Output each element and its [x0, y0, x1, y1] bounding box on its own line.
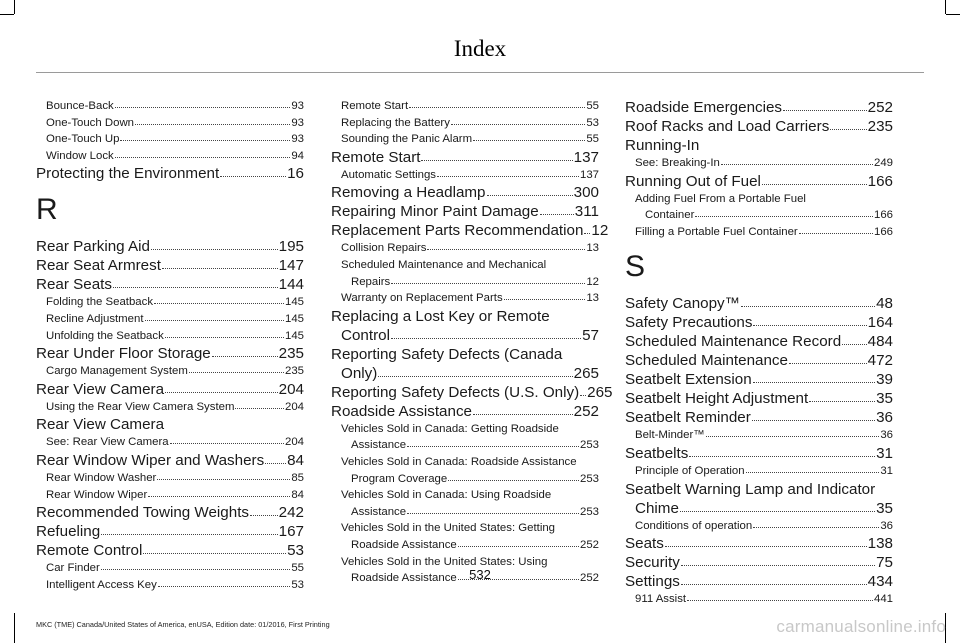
index-entry-text: Chime: [635, 499, 679, 517]
index-page-ref: 253: [579, 439, 599, 452]
index-entry-text: Recommended Towing Weights: [36, 504, 250, 522]
index-entry-text: Assistance: [351, 505, 407, 518]
index-entry[interactable]: [625, 98, 893, 117]
index-page-ref: 472: [867, 352, 893, 370]
index-page-ref: 53: [287, 542, 304, 560]
index-page-ref: 13: [586, 292, 599, 305]
index-entry-text: Safety Canopy™: [625, 295, 740, 313]
index-entry-text: Rear Under Floor Storage: [36, 345, 211, 363]
index-page-ref: 300: [573, 184, 599, 202]
index-subentry-text-line1: Scheduled Maintenance and Mechanical: [341, 258, 547, 271]
page-title: Index: [453, 36, 507, 61]
index-page-ref: 93: [291, 116, 304, 129]
index-entry[interactable]: [331, 345, 599, 383]
dot-leader: [101, 530, 277, 535]
index-entry-text: Seatbelt Reminder: [625, 409, 751, 427]
index-subentry-text-line1: Adding Fuel From a Portable Fuel: [635, 192, 806, 205]
index-entry-text: Roof Racks and Load Carriers: [625, 118, 830, 135]
dot-leader: [762, 180, 867, 185]
index-page-ref: 242: [278, 504, 304, 522]
index-subentry-text-line1: Vehicles Sold in Canada: Roadside Assistance: [341, 455, 577, 468]
index-entry-text: Conditions of operation: [635, 519, 753, 532]
index-page-ref: 145: [284, 296, 304, 309]
dot-leader: [584, 229, 590, 234]
dot-leader: [391, 334, 581, 339]
index-subentry[interactable]: [625, 518, 893, 535]
index-subentry-text-line1: Vehicles Sold in the United States: Getting: [341, 522, 556, 535]
index-entry-text: Remote Control: [36, 542, 143, 560]
index-subentry-text-line1: Vehicles Sold in Canada: Getting Roadside: [341, 422, 559, 435]
dot-leader: [721, 160, 873, 165]
index-page-ref: 235: [278, 345, 304, 363]
index-entry-text: 911 Assist: [635, 593, 687, 606]
index-entry-text: Belt-Minder™: [635, 429, 705, 442]
index-entry-text: Unfolding the Seatback: [46, 329, 164, 342]
dot-leader: [473, 136, 585, 141]
index-page-ref: 204: [284, 400, 304, 413]
index-entry[interactable]: [36, 275, 304, 294]
index-entry-text: See: Breaking-In: [635, 157, 720, 169]
index-subentry[interactable]: [36, 328, 304, 345]
index-page-ref: 145: [284, 329, 304, 342]
dot-leader: [113, 283, 278, 288]
index-entry[interactable]: [625, 332, 893, 351]
index-subentry[interactable]: [36, 363, 304, 380]
index-entry-text: Seatbelt Extension: [625, 371, 752, 389]
dot-leader: [235, 404, 284, 409]
index-entry-text: Rear Parking Aid: [36, 238, 150, 256]
dot-leader: [540, 210, 574, 215]
index-page-ref: 84: [291, 488, 304, 501]
dot-leader: [421, 156, 572, 161]
index-page-ref: 13: [586, 242, 599, 255]
dot-leader: [473, 410, 573, 415]
index-entry[interactable]: [331, 202, 599, 221]
index-entry-text: Seatbelt Height Adjustment: [625, 390, 809, 408]
dot-leader: [391, 279, 585, 284]
index-entry-continuation[interactable]: [625, 499, 893, 518]
dot-leader: [265, 459, 286, 464]
index-subentry-continuation[interactable]: [341, 437, 599, 454]
index-entry[interactable]: [625, 534, 893, 553]
dot-leader: [120, 136, 290, 141]
index-entry-text: Replacement Parts Recommendation: [331, 222, 584, 240]
dot-leader: [378, 372, 572, 377]
dot-leader: [753, 378, 875, 383]
dot-leader: [157, 475, 290, 480]
dot-leader: [753, 523, 879, 528]
index-subentry[interactable]: [625, 224, 893, 241]
index-entry[interactable]: [36, 380, 304, 399]
index-page-ref: 84: [287, 451, 304, 469]
index-entry-text: Only): [341, 364, 378, 382]
dot-leader: [580, 391, 586, 396]
dot-leader: [665, 542, 867, 547]
index-entry-text: Assistance: [351, 439, 407, 452]
index-page-ref: 441: [873, 593, 893, 606]
dot-leader: [789, 359, 867, 364]
index-page-ref: 166: [873, 225, 893, 238]
index-page-ref: 75: [876, 554, 893, 572]
index-entry[interactable]: [36, 237, 304, 256]
index-entry[interactable]: [331, 383, 613, 402]
index-entry[interactable]: [36, 451, 304, 470]
index-entry-text: Security: [625, 554, 680, 572]
dot-leader: [695, 212, 873, 217]
page-number: 532: [469, 567, 491, 582]
crop-mark: [0, 14, 14, 15]
index-page-ref: 265: [587, 383, 613, 401]
index-entry-heading: Running-In: [625, 137, 700, 154]
index-entry[interactable]: [331, 183, 599, 202]
index-entry[interactable]: [625, 117, 893, 136]
index-subentry[interactable]: [36, 148, 304, 165]
index-entry-text: Folding the Seatback: [46, 296, 154, 309]
index-page-ref: 85: [291, 471, 304, 484]
index-subentry-continuation[interactable]: [341, 504, 599, 521]
footer-edition-text: MKC (TME) Canada/United States of America, enUSA, Edition date: 01/2016, First Printing: [36, 620, 330, 629]
index-entry[interactable]: [36, 256, 304, 275]
index-entry-text: Repairing Minor Paint Damage: [331, 203, 539, 221]
index-entry-text: Rear Window Washer: [46, 471, 157, 484]
dot-leader: [681, 561, 875, 566]
index-entry[interactable]: [625, 480, 893, 518]
dot-leader: [165, 388, 278, 393]
index-entry-text: Seats: [625, 535, 664, 553]
index-page-ref: 55: [291, 562, 304, 575]
dot-leader: [145, 316, 284, 321]
dot-leader: [706, 432, 880, 437]
dot-leader: [741, 302, 875, 307]
index-page-ref: 35: [876, 499, 893, 517]
index-entry-text: One-Touch Up: [46, 133, 120, 146]
index-page-ref: 166: [867, 172, 893, 190]
dot-leader: [753, 321, 866, 326]
index-page-ref: 31: [876, 444, 893, 462]
index-entry-text: See: Rear View Camera: [46, 436, 169, 449]
dot-leader: [212, 352, 278, 357]
index-subentry[interactable]: [625, 463, 893, 480]
index-entry-text: Program Coverage: [351, 472, 448, 485]
index-page-ref: 55: [586, 133, 599, 146]
index-page-ref: 31: [880, 464, 893, 477]
index-entry[interactable]: [36, 503, 304, 522]
index-entry-text: Intelligent Access Key: [46, 578, 157, 591]
dot-leader: [487, 191, 573, 196]
index-entry-text: Bounce-Back: [46, 100, 114, 112]
index-page-ref: 147: [278, 257, 304, 275]
index-entry[interactable]: [625, 370, 893, 389]
dot-leader: [148, 492, 290, 497]
index-entry-text: Recline Adjustment: [46, 312, 144, 325]
dot-leader: [746, 468, 880, 473]
index-entry-continuation[interactable]: [331, 326, 599, 345]
index-page-ref: 39: [876, 371, 893, 389]
index-entry-text: Filling a Portable Fuel Container: [635, 225, 798, 238]
section-letter: S: [625, 250, 646, 284]
index-entry-text-line1: Reporting Safety Defects (Canada: [331, 345, 563, 363]
index-column-3: [625, 98, 893, 608]
index-entry-text: Settings: [625, 573, 680, 591]
index-subentry[interactable]: [331, 115, 599, 132]
dot-leader: [427, 245, 585, 250]
index-subentry-continuation[interactable]: [341, 274, 599, 291]
section-letter: R: [36, 193, 58, 227]
index-entry-heading: Rear View Camera: [36, 416, 165, 434]
index-column-2: [331, 98, 613, 587]
index-entry-text: Reporting Safety Defects (U.S. Only): [331, 383, 580, 401]
index-page-ref: 195: [278, 238, 304, 256]
index-page-ref: 252: [579, 572, 599, 585]
dot-leader: [151, 245, 278, 250]
index-page-ref: 235: [867, 118, 893, 135]
index-subentry[interactable]: [36, 487, 304, 504]
crop-mark: [14, 613, 15, 643]
dot-leader: [115, 153, 291, 158]
index-page-ref: 137: [579, 168, 599, 181]
index-page-ref: 36: [880, 519, 893, 532]
index-entry[interactable]: [36, 522, 304, 541]
dot-leader: [687, 596, 873, 601]
index-entry[interactable]: [625, 294, 893, 313]
index-page-ref: 145: [284, 312, 304, 325]
index-entry[interactable]: [625, 313, 893, 332]
index-entry-text: Using the Rear View Camera System: [46, 400, 235, 413]
index-entry-text: Sounding the Panic Alarm: [341, 133, 473, 146]
index-entry[interactable]: [331, 307, 599, 345]
index-page-ref: 36: [876, 409, 893, 427]
index-entry[interactable]: [36, 344, 304, 363]
index-entry[interactable]: [625, 444, 893, 463]
index-entry-text: Rear Seat Armrest: [36, 257, 161, 275]
index-entry-text: Principle of Operation: [635, 464, 745, 477]
index-entry-text: Removing a Headlamp: [331, 184, 486, 202]
index-subentry[interactable]: [625, 591, 893, 608]
index-entry-text: One-Touch Down: [46, 116, 135, 129]
title-divider: [36, 72, 924, 73]
index-entry-text: Repairs: [351, 275, 391, 288]
index-subentry[interactable]: [625, 427, 893, 444]
index-entry-text: Control: [341, 326, 390, 344]
index-page-ref: 252: [867, 99, 893, 116]
index-page-ref: 137: [573, 148, 599, 166]
index-subentry[interactable]: [625, 155, 893, 172]
index-page-ref: 253: [579, 472, 599, 485]
index-page-ref: 311: [574, 203, 599, 221]
index-entry[interactable]: [625, 389, 893, 408]
index-subentry[interactable]: [331, 454, 599, 487]
index-entry-text: Roadside Emergencies: [625, 99, 783, 116]
index-entry-text: Safety Precautions: [625, 314, 753, 332]
index-entry[interactable]: [36, 164, 304, 183]
index-page-ref: 235: [284, 365, 304, 378]
index-entry-text: Window Lock: [46, 149, 114, 162]
dot-leader: [504, 295, 586, 300]
index-subentry[interactable]: [36, 131, 304, 148]
index-subentry-text-line1: Vehicles Sold in Canada: Using Roadside: [341, 489, 552, 502]
crop-mark: [945, 0, 946, 14]
index-entry-text: Remote Start: [341, 100, 409, 112]
index-page-ref: 249: [873, 157, 893, 169]
index-entry-text: Rear Window Wiper and Washers: [36, 451, 265, 469]
dot-leader: [799, 229, 873, 234]
index-page-ref: 204: [284, 436, 304, 449]
dot-leader: [830, 125, 866, 130]
index-subentry[interactable]: [331, 98, 599, 115]
index-entry-text: Rear Seats: [36, 276, 112, 294]
index-entry-text-line1: Seatbelt Warning Lamp and Indicator: [625, 480, 876, 498]
dot-leader: [809, 397, 875, 402]
index-subentry[interactable]: [36, 115, 304, 132]
index-page-ref: 93: [291, 133, 304, 146]
index-entry-text: Scheduled Maintenance Record: [625, 333, 842, 351]
index-subentry[interactable]: [331, 240, 599, 257]
dot-leader: [783, 106, 867, 111]
index-page-ref: 252: [579, 538, 599, 551]
index-page-ref: 164: [867, 314, 893, 332]
index-entry-text: Replacing the Battery: [341, 116, 450, 129]
index-subentry[interactable]: [36, 311, 304, 328]
dot-leader: [115, 103, 291, 108]
index-entry-text: Rear Window Wiper: [46, 488, 148, 501]
index-subentry[interactable]: [331, 520, 599, 553]
index-page-ref: 265: [573, 364, 599, 382]
index-entry-text: Collision Repairs: [341, 242, 427, 255]
index-page-ref: 252: [573, 402, 599, 420]
index-entry[interactable]: [625, 351, 893, 370]
dot-leader: [448, 476, 579, 481]
index-entry-text: Scheduled Maintenance: [625, 352, 788, 370]
index-entry-continuation[interactable]: [331, 364, 599, 383]
watermark: carmanualsonline.info: [776, 617, 946, 636]
index-entry-text: Remote Start: [331, 148, 421, 166]
index-page-ref: 166: [873, 209, 893, 222]
index-subentry[interactable]: [36, 98, 304, 115]
index-page-ref: 167: [278, 523, 304, 541]
index-subentry[interactable]: [36, 294, 304, 311]
index-page-ref: 93: [291, 100, 304, 112]
dot-leader: [170, 439, 284, 444]
index-subentry[interactable]: [36, 399, 304, 416]
index-column-1: [36, 98, 304, 593]
index-page-ref: 138: [867, 535, 893, 553]
index-subentry[interactable]: [331, 487, 599, 520]
index-subentry[interactable]: [36, 470, 304, 487]
index-entry-text: Protecting the Environment: [36, 165, 220, 183]
dot-leader: [135, 120, 290, 125]
index-entry-text: Car Finder: [46, 562, 100, 575]
dot-leader: [689, 452, 875, 457]
crop-mark: [14, 0, 15, 14]
index-subentry[interactable]: [625, 191, 893, 224]
index-entry-text: Rear View Camera: [36, 380, 165, 398]
dot-leader: [220, 172, 286, 177]
index-entry-text: Refueling: [36, 523, 101, 541]
index-page-ref: 434: [867, 573, 893, 591]
index-subentry[interactable]: [331, 131, 599, 148]
dot-leader: [250, 511, 278, 516]
index-subentry-text-line1: Vehicles Sold in the United States: Using: [341, 555, 548, 568]
index-entry-text: Running Out of Fuel: [625, 172, 761, 190]
index-entry-text: Roadside Assistance: [331, 402, 472, 420]
dot-leader: [165, 333, 284, 338]
dot-leader: [458, 542, 579, 547]
dot-leader: [143, 549, 286, 554]
index-entry-text: Automatic Settings: [341, 168, 436, 181]
index-entry[interactable]: [331, 221, 609, 240]
dot-leader: [437, 172, 579, 177]
index-entry[interactable]: [331, 402, 599, 421]
index-entry-text: Roadside Assistance: [351, 572, 457, 585]
index-page-ref: 48: [876, 295, 893, 313]
dot-leader: [162, 264, 278, 269]
index-subentry[interactable]: [36, 434, 304, 451]
index-page-ref: 36: [880, 429, 893, 442]
index-entry[interactable]: [625, 408, 893, 427]
index-subentry[interactable]: [331, 167, 599, 184]
index-subentry[interactable]: [331, 421, 599, 454]
dot-leader: [409, 103, 585, 108]
index-page-ref: 53: [586, 116, 599, 129]
dot-leader: [158, 582, 291, 587]
dot-leader: [407, 442, 579, 447]
index-page-ref: 55: [586, 100, 599, 112]
dot-leader: [451, 120, 585, 125]
dot-leader: [752, 416, 875, 421]
index-entry[interactable]: [36, 541, 304, 560]
dot-leader: [189, 368, 284, 373]
dot-leader: [680, 507, 875, 512]
index-page-ref: 12: [586, 275, 599, 288]
index-subentry[interactable]: [331, 290, 599, 307]
index-entry-text: Cargo Management System: [46, 365, 188, 378]
dot-leader: [407, 509, 579, 514]
crop-mark: [946, 14, 960, 15]
index-subentry-continuation[interactable]: [341, 537, 599, 554]
index-subentry-continuation[interactable]: [341, 471, 599, 488]
index-entry-text: Seatbelts: [625, 444, 689, 462]
index-page-ref: 94: [291, 149, 304, 162]
index-page-ref: 12: [591, 222, 609, 240]
dot-leader: [154, 299, 284, 304]
index-entry-text: Roadside Assistance: [351, 538, 457, 551]
index-page-ref: 35: [876, 390, 893, 408]
index-entry[interactable]: [331, 148, 599, 167]
index-page-ref: 204: [278, 380, 304, 398]
index-entry-text: Warranty on Replacement Parts: [341, 292, 503, 305]
index-entry-text-line1: Replacing a Lost Key or Remote: [331, 307, 550, 325]
index-subentry-continuation[interactable]: [635, 207, 893, 224]
index-subentry[interactable]: [331, 257, 599, 290]
index-entry-text: Container: [645, 209, 695, 222]
dot-leader: [842, 340, 867, 345]
index-entry[interactable]: [625, 172, 893, 191]
index-page-ref: 53: [291, 578, 304, 591]
index-page-ref: 253: [579, 505, 599, 518]
index-page-ref: 57: [582, 326, 599, 344]
index-page-ref: 144: [278, 276, 304, 294]
index-page-ref: 16: [287, 165, 304, 183]
index-page-ref: 484: [867, 333, 893, 351]
